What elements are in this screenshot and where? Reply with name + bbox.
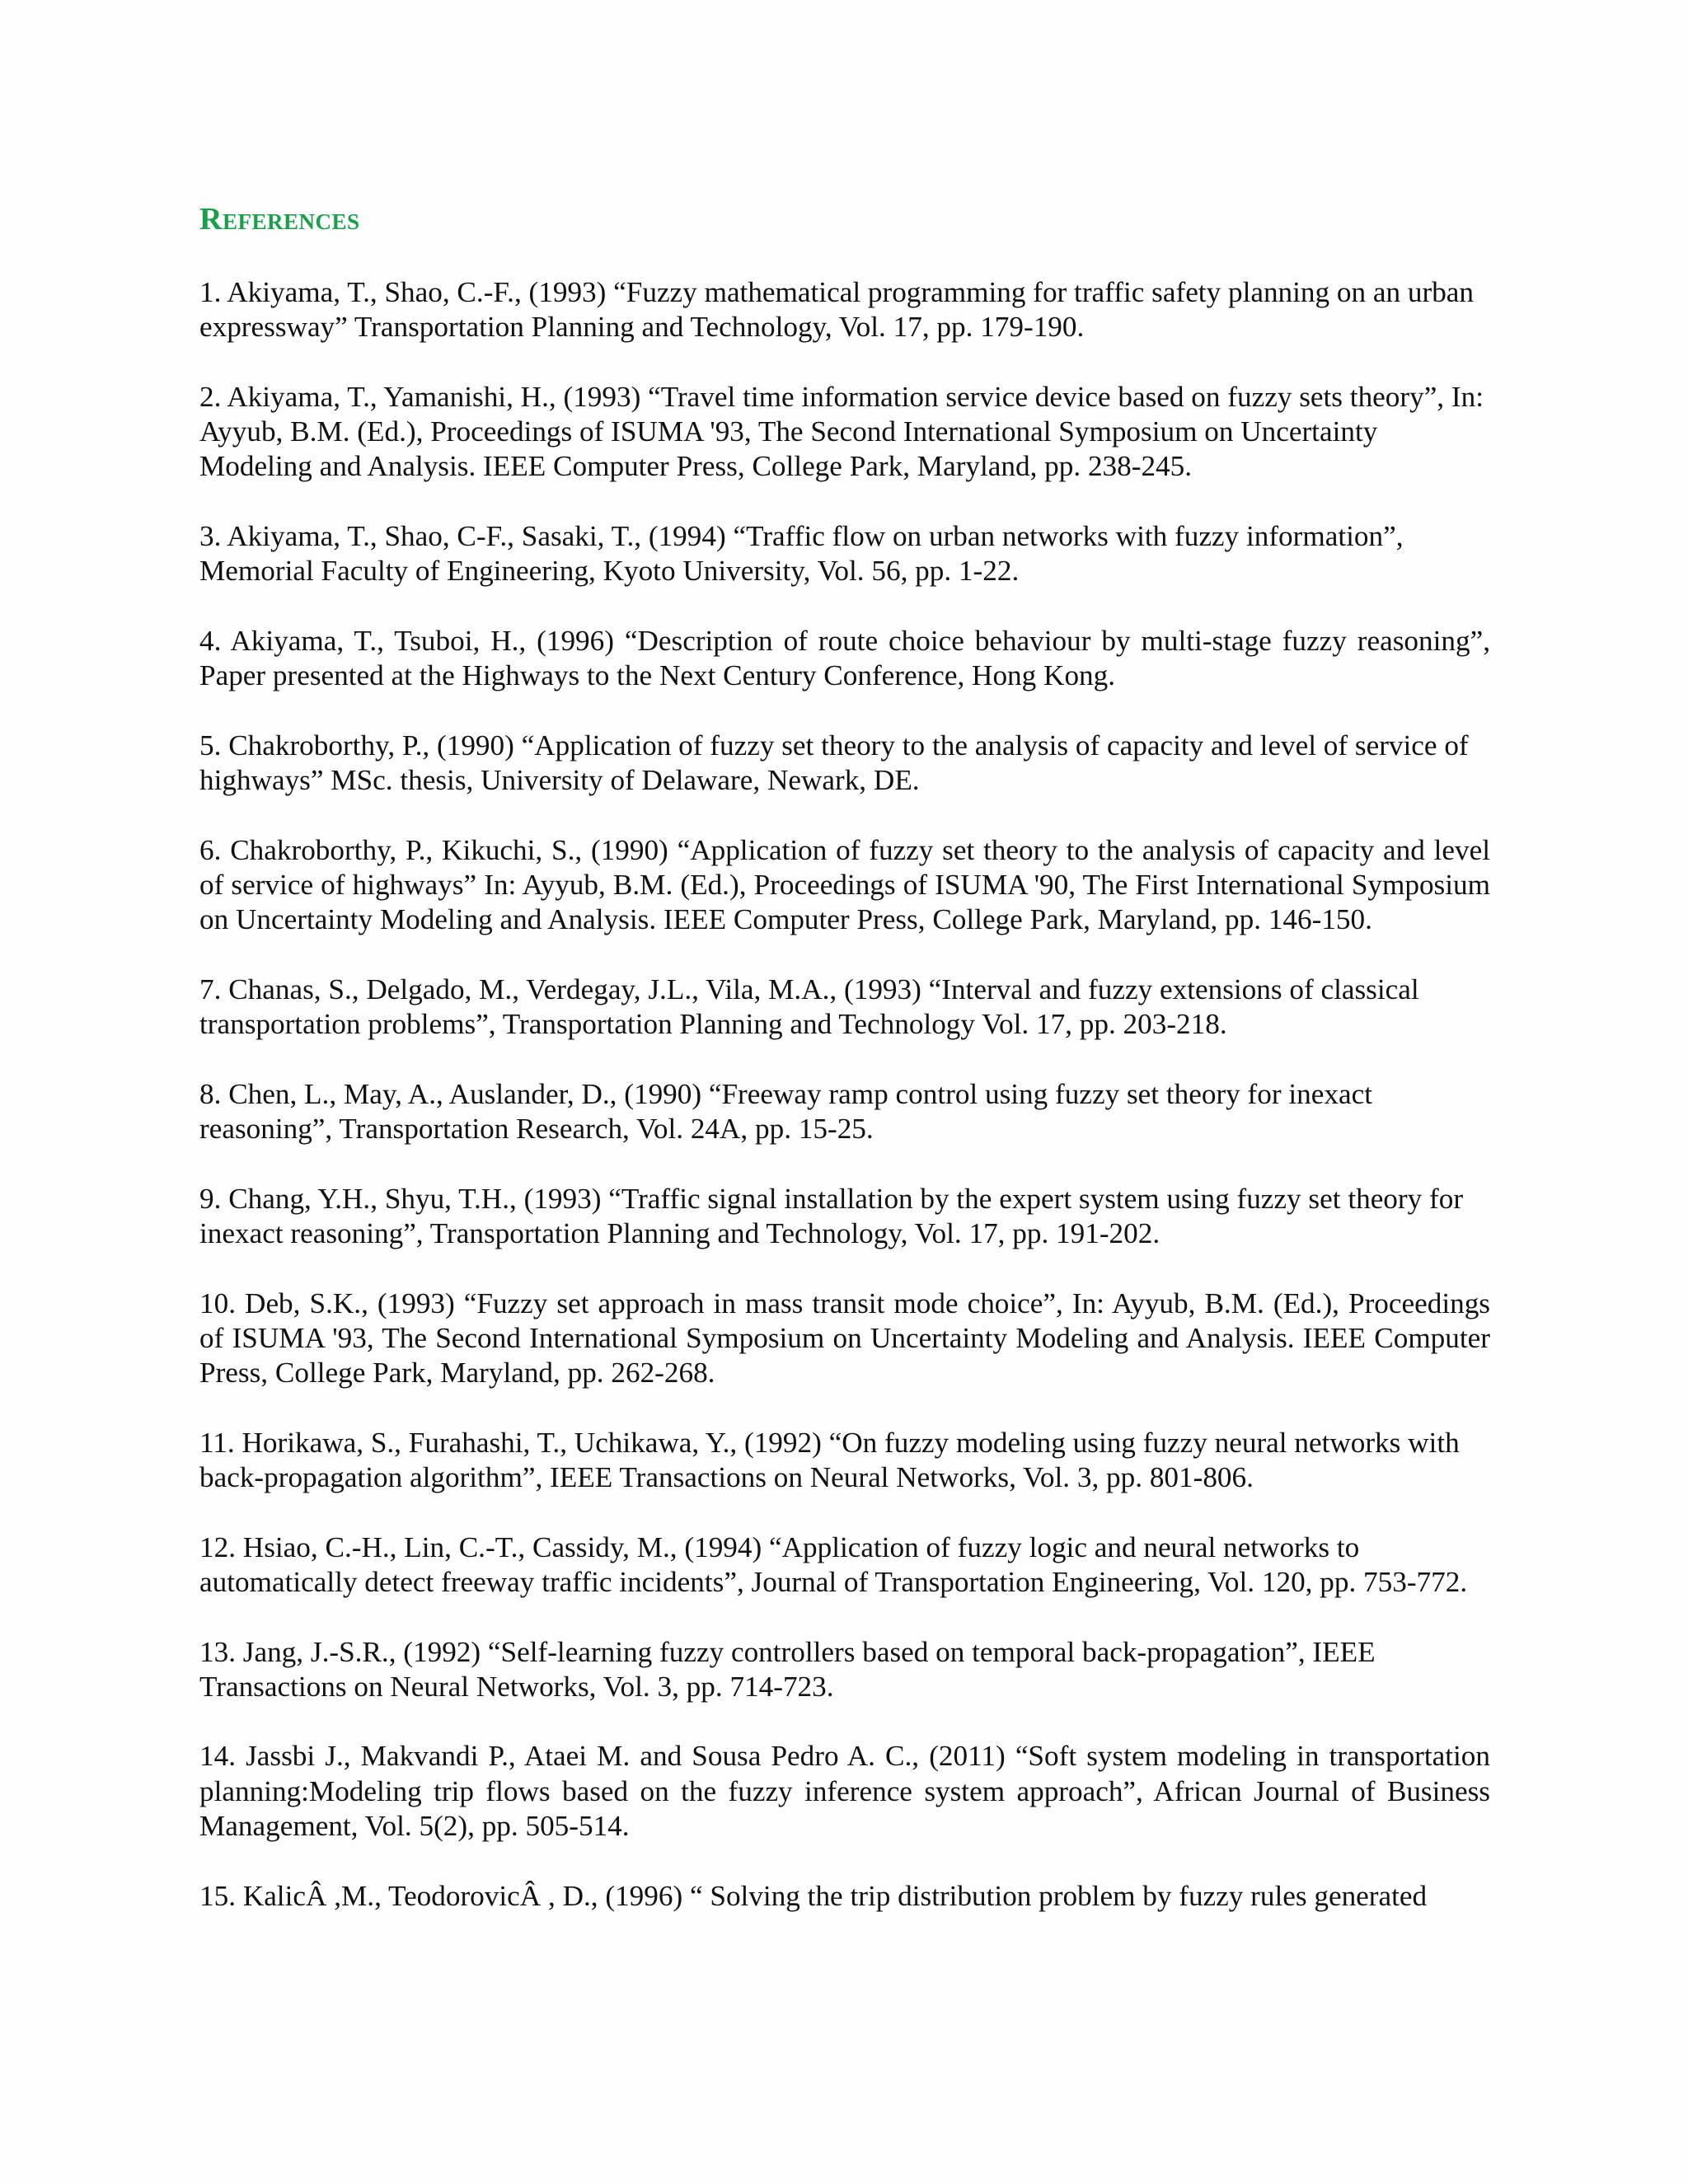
reference-number: 9. bbox=[199, 1182, 222, 1215]
reference-number: 14. bbox=[199, 1740, 236, 1773]
reference-text: Chang, Y.H., Shyu, T.H., (1993) “Traffic signal installation by the expert system using fuzzy set theory for inexact reasoning”, Transportation Planning and Technology, Vol. 17, pp. 191-202. bbox=[199, 1182, 1464, 1250]
reference-item bbox=[199, 1286, 1490, 1391]
reference-item bbox=[199, 275, 1490, 345]
reference-number: 15. bbox=[199, 1879, 236, 1912]
reference-item bbox=[199, 729, 1490, 799]
reference-text: Jassbi J., Makvandi P., Ataei M. and Sousa Pedro A. C., (2011) “Soft system modeling in transportation planning:Modeling trip flows based on the fuzzy inference system approach”, African Journal of Business Management, Vol. 5(2), pp. 505-514. bbox=[199, 1740, 1490, 1843]
reference-text: Chakroborthy, P., (1990) “Application of fuzzy set theory to the analysis of capacity and level of service of highways” MSc. thesis, University of Delaware, Newark, DE. bbox=[199, 729, 1469, 797]
reference-number: 6. bbox=[199, 833, 222, 866]
reference-text: KalicÂ ,M., TeodorovicÂ , D., (1996) “ Solving the trip distribution problem by fuzzy rules generated bbox=[242, 1879, 1428, 1912]
reference-item bbox=[199, 1635, 1490, 1705]
reference-item bbox=[199, 519, 1490, 589]
reference-number: 5. bbox=[199, 729, 222, 762]
reference-text: Akiyama, T., Yamanishi, H., (1993) “Travel time information service device based on fuzzy sets theory”, In: Ayyub, B.M. (Ed.), Proceedings of ISUMA '93, The Second International Symposium on Uncertainty Modeling and Analysis. IEEE Computer Press, College Park, Maryland, pp. 238-245. bbox=[199, 380, 1484, 483]
reference-item bbox=[199, 1077, 1490, 1147]
reference-item bbox=[199, 1426, 1490, 1496]
references-heading: References bbox=[199, 202, 360, 237]
reference-text: Akiyama, T., Shao, C.-F., (1993) “Fuzzy mathematical programming for traffic safety planning on an urban expressway” Transportation Planning and Technology, Vol. 17, pp. 179-190. bbox=[199, 276, 1475, 344]
reference-item bbox=[199, 1879, 1490, 1914]
reference-text: Chanas, S., Delgado, M., Verdegay, J.L., Vila, M.A., (1993) “Interval and fuzzy extensions of classical transportation problems”, Transportation Planning and Technology Vol. 17, pp. 203-218. bbox=[199, 972, 1419, 1041]
reference-list bbox=[199, 275, 1490, 1948]
reference-text: Chen, L., May, A., Auslander, D., (1990) “Freeway ramp control using fuzzy set theory for inexact reasoning”, Transportation Research, Vol. 24A, pp. 15-25. bbox=[199, 1077, 1372, 1146]
reference-item bbox=[199, 624, 1490, 694]
reference-number: 11. bbox=[199, 1426, 235, 1459]
reference-item bbox=[199, 1739, 1490, 1844]
reference-text: Akiyama, T., Shao, C-F., Sasaki, T., (1994) “Traffic flow on urban networks with fuzzy information”, Memorial Faculty of Engineering, Kyoto University, Vol. 56, pp. 1-22. bbox=[199, 520, 1404, 588]
reference-number: 3. bbox=[199, 520, 222, 553]
reference-item bbox=[199, 1530, 1490, 1601]
reference-number: 12. bbox=[199, 1530, 236, 1563]
reference-text: Hsiao, C.-H., Lin, C.-T., Cassidy, M., (1994) “Application of fuzzy logic and neural networks to automatically detect freeway traffic incidents”, Journal of Transportation Engineering, Vol. 120, pp. 753-772. bbox=[199, 1530, 1468, 1598]
reference-item bbox=[199, 380, 1490, 485]
reference-text: Akiyama, T., Tsuboi, H., (1996) “Description of route choice behaviour by multi-stage fuzzy reasoning”, Paper presented at the Highways to the Next Century Conference, Hong Kong. bbox=[199, 624, 1490, 692]
reference-number: 13. bbox=[199, 1635, 236, 1668]
reference-text: Horikawa, S., Furahashi, T., Uchikawa, Y., (1992) “On fuzzy modeling using fuzzy neural networks with back-propagation algorithm”, IEEE Transactions on Neural Networks, Vol. 3, pp. 801-806. bbox=[199, 1426, 1460, 1494]
reference-number: 10. bbox=[199, 1286, 236, 1319]
reference-item bbox=[199, 1182, 1490, 1252]
reference-number: 4. bbox=[199, 624, 222, 657]
reference-text: Jang, J.-S.R., (1992) “Self-learning fuzzy controllers based on temporal back-propagation”, IEEE Transactions on Neural Networks, Vol. 3, pp. 714-723. bbox=[199, 1635, 1376, 1703]
reference-number: 7. bbox=[199, 972, 222, 1005]
reference-item bbox=[199, 972, 1490, 1043]
reference-number: 1. bbox=[199, 276, 222, 308]
reference-text: Chakroborthy, P., Kikuchi, S., (1990) “Application of fuzzy set theory to the analysis of capacity and level of service of highways” In: Ayyub, B.M. (Ed.), Proceedings of ISUMA '90, The First International Symposium on Uncertainty Modeling and Analysis. IEEE Computer Press, College Park, Maryland, pp. 146-150. bbox=[199, 833, 1490, 936]
reference-number: 2. bbox=[199, 380, 222, 413]
reference-number: 8. bbox=[199, 1077, 222, 1110]
reference-text: Deb, S.K., (1993) “Fuzzy set approach in mass transit mode choice”, In: Ayyub, B.M. (Ed.), Proceedings of ISUMA '93, The Second International Symposium on Uncertainty Modeling and Analysis. IEEE Computer Press, College Park, Maryland, pp. 262-268. bbox=[199, 1286, 1490, 1390]
reference-item bbox=[199, 833, 1490, 938]
